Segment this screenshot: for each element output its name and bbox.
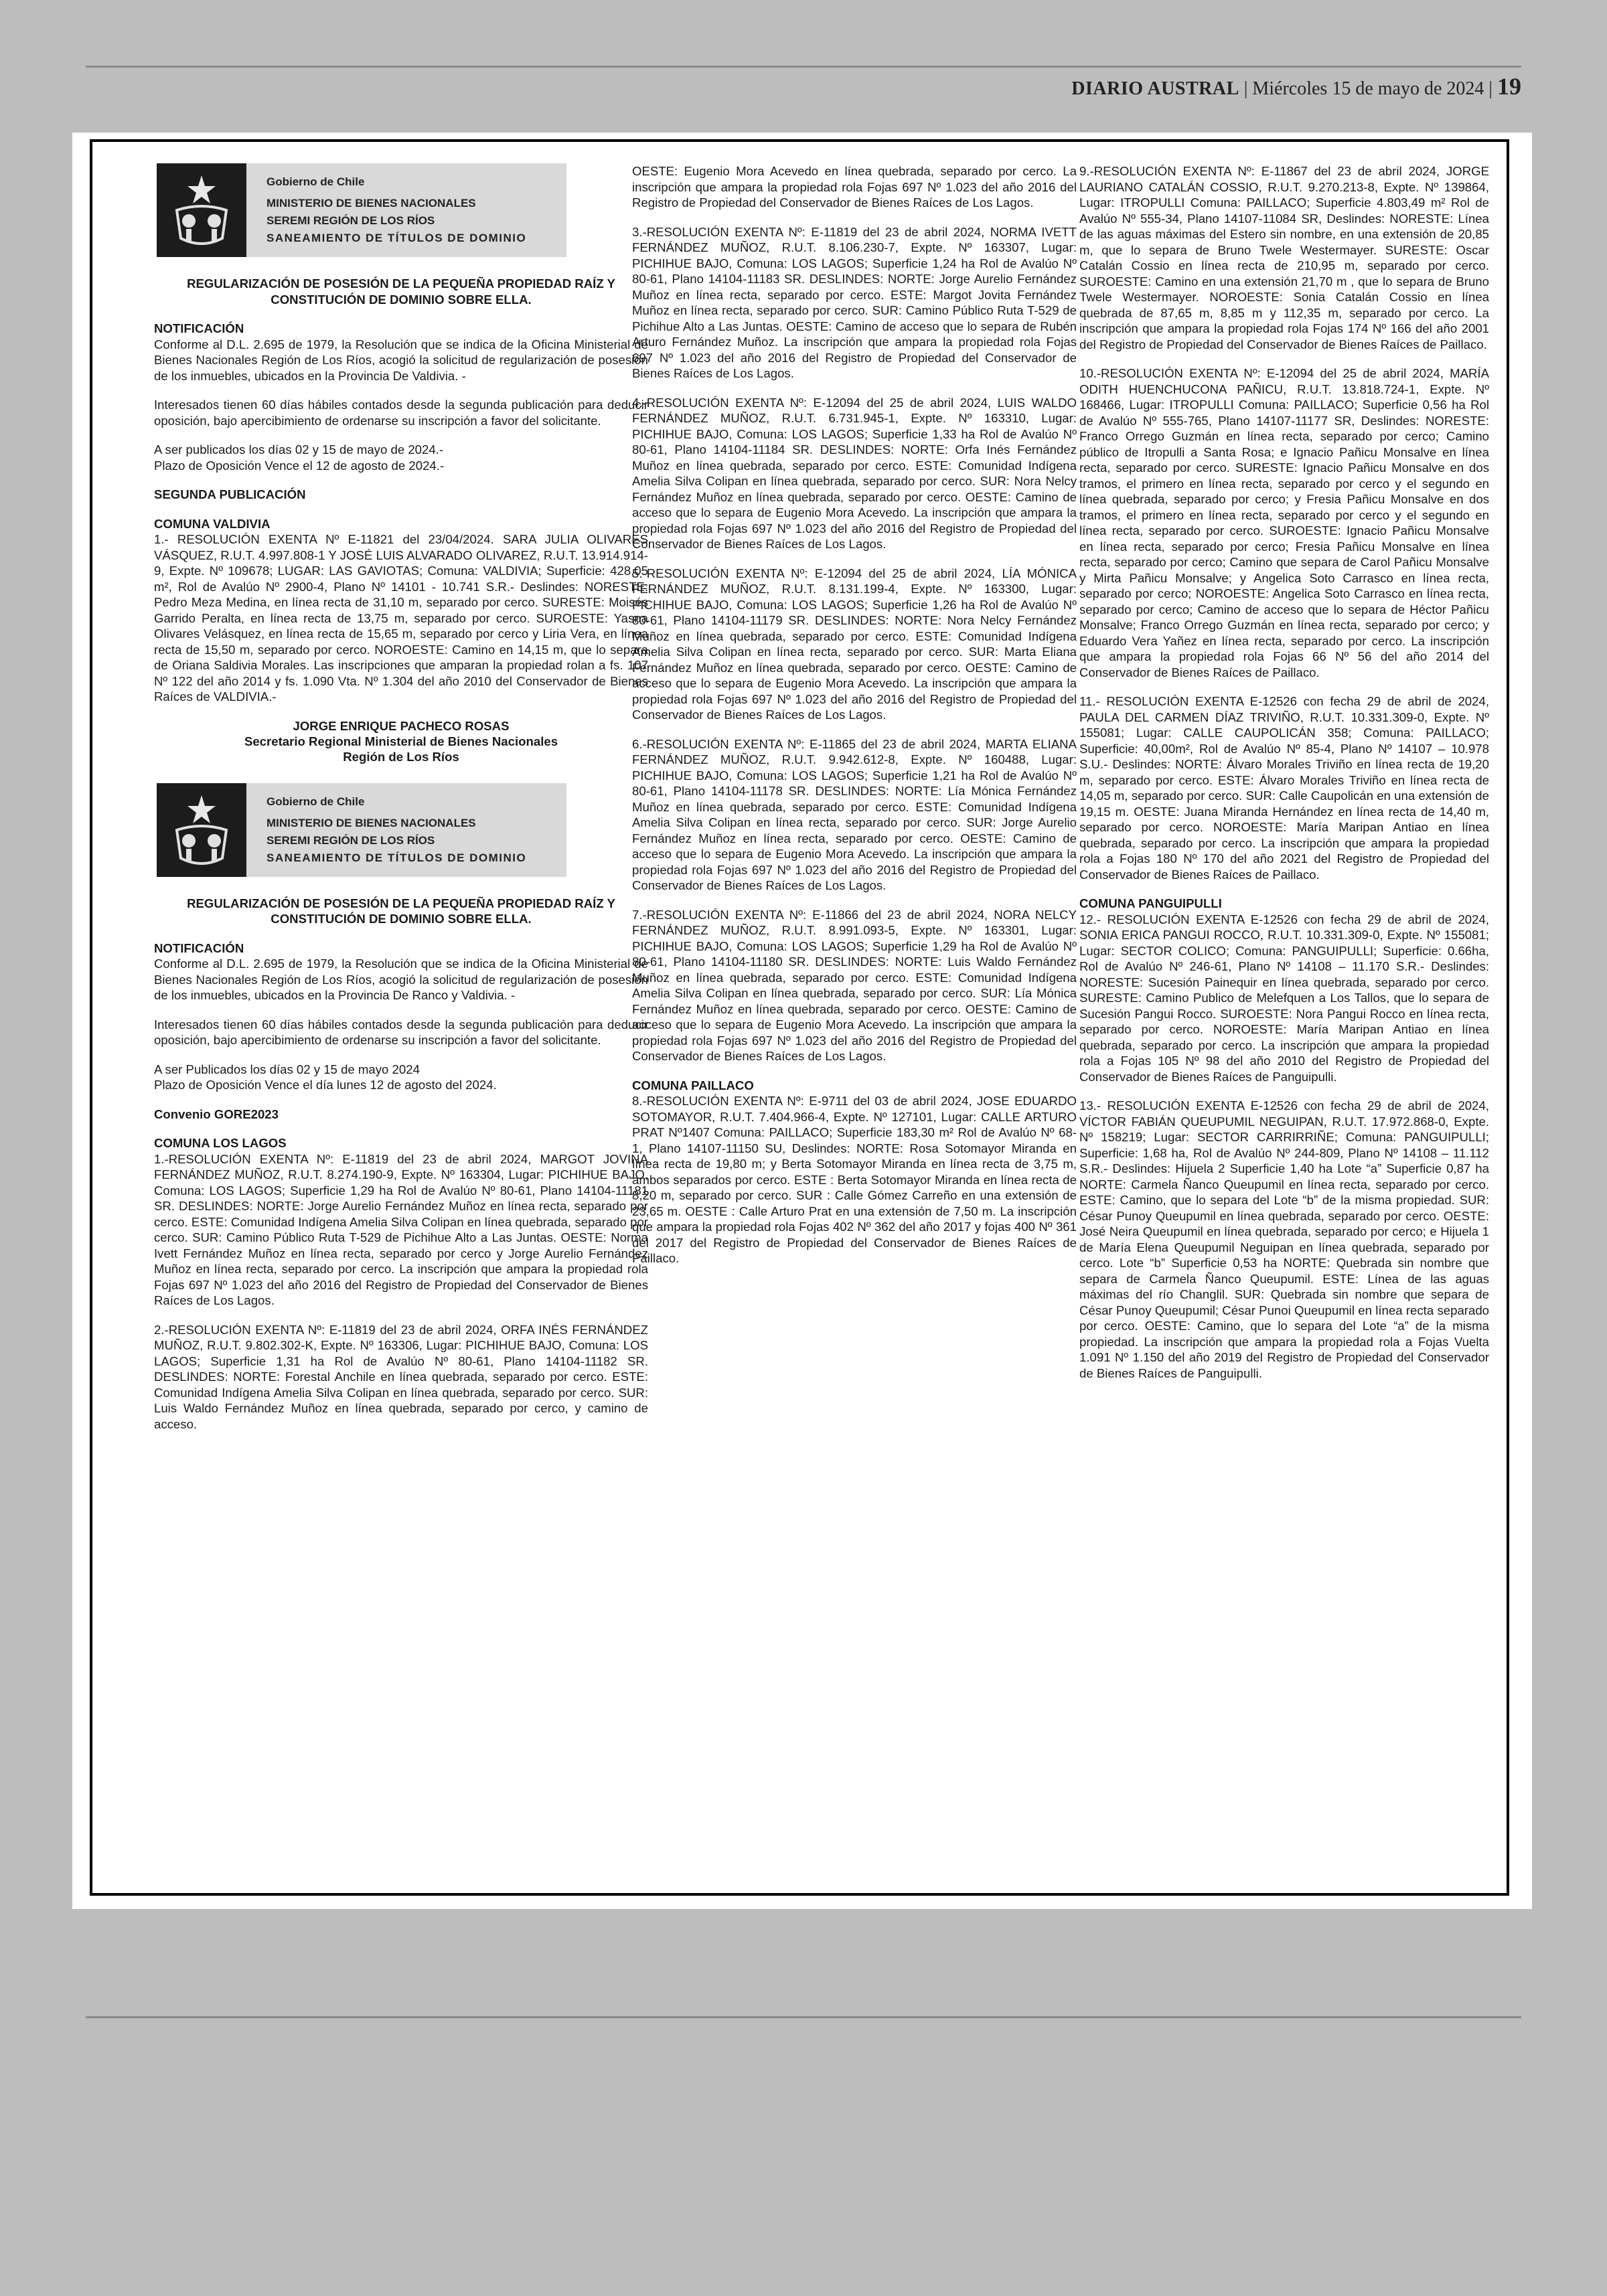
publication-name: DIARIO AUSTRAL [1071,78,1239,99]
notification-heading: NOTIFICACIÓN [154,321,244,335]
opposition-deadline: Plazo de Oposición Vence el 12 de agosto de 2024.- [154,458,445,473]
notice-title: REGULARIZACIÓN DE POSESIÓN DE LA PEQUEÑA PROPIEDAD RAÍZ Y CONSTITUCIÓN DE DOMINIO SOBRE ELLA. [187,276,615,307]
publication-dates: A ser publicados los días 02 y 15 de mayo de 2024.- [154,442,444,457]
gov-line-2: MINISTERIO DE BIENES NACIONALES [266,816,476,829]
resolution-valdivia-1: 1.- RESOLUCIÓN EXENTA Nº E-11821 del 23/04/2024. SARA JULIA OLIVARES VÁSQUEZ, R.U.T. 4.997.808-1 Y JOSÉ LUIS ALVARADO OLIVAREZ, R.U.T. 13.914.914-9, Expte. Nº 109678; LUGAR: LAS GAVIOTAS; Comuna: VALDIVIA; Superficie: 428,05 m², Rol de Avalúo Nº 2900-4, Plano Nº 14101 - 10.741 S.R.- Deslindes: NORESTE: Pedro Meza Medina, en línea recta de 31,10 m, separado por cerco. SURESTE: Moisés Garrido Peralta, en línea recta de 13,75 m, separado por cerco. SUROESTE: Yasna Olivares Velásquez, en línea recta de 15,65 m, separado por cerco y Liria Vera, en línea recta de 15,50 m, separado por cerco. NOROESTE: Camino en 14,15 m, que lo separa de Oriana Saldivia Morales. Las inscripciones que amparan la propiedad rolan a fs. 107 Nº 122 del año 2014 y fs. 1.090 Vta. Nº 1.304 del año 2010 del Conservador de Bienes Raíces de VALDIVIA.- [154,532,648,704]
signatory-region: Región de Los Ríos [343,749,459,764]
gov-line-3: SEREMI REGIÓN DE LOS RÍOS [266,214,435,227]
header-rule [86,66,1521,68]
resolution-los-lagos-2-continued: OESTE: Eugenio Mora Acevedo en línea quebrada, separado por cerco. La inscripción que ampara la propiedad rola Fojas 697 Nº 1.023 del año 2016 del Registro de Propiedad del Conservador de Bienes Raíces de Los Lagos. [632,164,1077,210]
publication-date: | Miércoles 15 de mayo de 2024 | [1243,78,1493,99]
column-1 [154,163,648,1445]
resolution-los-lagos-3: 3.-RESOLUCIÓN EXENTA Nº: E-11819 del 23 de abril 2024, NORMA IVETT FERNÁNDEZ MUÑOZ, R.U.T. 8.106.230-7, Expte. Nº 163307, Lugar: PICHIHUE BAJO, Comuna: LOS LAGOS; Superficie 1,24 ha Rol de Avalúo Nº 80-61, Plano 14104-11183 SR. DESLINDES: NORTE: Jorge Aurelio Fernández Muñoz en línea recta, separado por cerco. ESTE: Margot Jovita Fernández Muñoz en línea recta, separado por cerco. SUR: Camino Público Ruta T-529 de Pichihue Alto a Las Juntas. OESTE: Camino de acceso que lo separa de Rubén Arturo Fernández Muñoz. La inscripción que ampara la propiedad rola Fojas 697 Nº 1.023 del año 2016 del Registro de Propiedad del Conservador de Bienes Raíces de Los Lagos. [632,224,1077,380]
gov-line-1: Gobierno de Chile [266,175,365,188]
publication-dates-2: A ser Publicados los días 02 y 15 de mayo 2024 [154,1062,420,1076]
resolution-paillaco-8: 8.-RESOLUCIÓN EXENTA Nº: E-9711 del 03 de abril 2024, JOSE EDUARDO SOTOMAYOR, R.U.T. 7.404.966-4, Expte. Nº 127101, Lugar: CALLE ARTURO PRAT Nº1407 Comuna: PAILLACO; Superficie 183,30 m² Rol de Avalúo Nº 68-1, Plano 14107-11150 SU, Deslindes: NORTE: Rosa Sotomayor Miranda en línea recta de 19,80 m; y Berta Sotomayor Miranda en línea recta de 3,75 m, ambos separados por cerco. ESTE : Berta Sotomayor Miranda en línea recta de 8,20 m, separado por cerco. SUR : Calle Gómez Carreño en una extensión de 23,65 m. OESTE : Calle Arturo Prat en una extensión de 7,50 m. La inscripción que ampara la propiedad rola Fojas 402 Nº 362 del año 2017 y fojas 400 Nº 361 del 2017 del Registro de Propiedad del Conservador de Bienes Raíces de Paillaco. [632,1094,1077,1265]
resolution-los-lagos-2: 2.-RESOLUCIÓN EXENTA Nº: E-11819 del 23 de abril 2024, ORFA INÉS FERNÁNDEZ MUÑOZ, R.U.T. 9.802.302-K, Expte. Nº 163306, Lugar: PICHIHUE BAJO, Comuna: LOS LAGOS; Superficie 1,31 ha Rol de Avalúo Nº 80-61, Plano 14104-11182 SR. DESLINDES: NORTE: Forestal Anchile en línea quebrada, separado por cerco. ESTE: Comunidad Indígena Amelia Silva Colipan en línea quebrada, separado por cerco. SUR: Luis Waldo Fernández Muñoz en línea quebrada, separado por cerco, y camino de acceso. [154,1322,648,1431]
resolution-los-lagos-6: 6.-RESOLUCIÓN EXENTA Nº: E-11865 del 23 de abril 2024, MARTA ELIANA FERNÁNDEZ MUÑOZ, R.U.T. 9.942.612-8, Expte. Nº 160488, Lugar: PICHIHUE BAJO, Comuna: LOS LAGOS; Superficie 1,21 ha Rol de Avalúo Nº 80-61, Plano 14104-11178 SR. DESLINDES: NORTE: Lía Mónica Fernández Muñoz en línea quebrada, separado por cerco. ESTE: Comunidad Indígena Amelia Silva Colipan en línea recta, separado por cerco. SUR: Jorge Aurelio Fernández Muñoz en línea recta, separado por cerco. OESTE: Camino de acceso que lo separa de Eugenio Mora Acevedo. La inscripción que ampara la propiedad rola Fojas 697 Nº 1.023 del año 2016 del Registro de Propiedad del Conservador de Bienes Raíces de Los Lagos. [632,736,1077,892]
government-banner-text [246,173,526,247]
gov-line-4: SANEAMIENTO DE TÍTULOS DE DOMINIO [266,851,527,864]
column-3 [1079,163,1489,1394]
comuna-los-lagos-heading: COMUNA LOS LAGOS [154,1136,287,1150]
notice-title-2: REGULARIZACIÓN DE POSESIÓN DE LA PEQUEÑA PROPIEDAD RAÍZ Y CONSTITUCIÓN DE DOMINIO SOBRE ELLA. [187,896,615,926]
column-2 [632,163,1077,1280]
chile-coat-of-arms-logo [157,163,246,257]
footer-rule [86,2016,1521,2018]
comuna-panguipulli-heading: COMUNA PANGUIPULLI [1079,896,1222,910]
gov-line-2: MINISTERIO DE BIENES NACIONALES [266,197,476,210]
opposition-deadline-2: Plazo de Oposición Vence el día lunes 12 de agosto del 2024. [154,1078,497,1092]
signature-block [154,718,648,764]
resolution-los-lagos-1: 1.-RESOLUCIÓN EXENTA Nº: E-11819 del 23 de abril 2024, MARGOT JOVINA FERNÁNDEZ MUÑOZ, R.U.T. 8.274.190-9, Expte. Nº 163304, Lugar: PICHIHUE BAJO, Comuna: LOS LAGOS; Superficie 1,29 ha Rol de Avalúo Nº 80-61, Plano 14104-11181 SR. DESLINDES: NORTE: Jorge Aurelio Fernández Muñoz en línea recta, separado por cerco. ESTE: Comunidad Indígena Amelia Silva Colipan en línea quebrada, separado por cerco. SUR: Camino Público Ruta T-529 de Pichihue Alto a Las Juntas. OESTE: Norma Ivett Fernández Muñoz en línea recta, separado por cerco y Jorge Aurelio Fernández Muñoz en línea recta, separado por cerco. La inscripción que ampara la propiedad rola Fojas 697 Nº 1.023 del año 2016 del Registro de Propiedad del Conservador de Bienes Raíces de Los Lagos. [154,1151,648,1307]
resolution-los-lagos-7: 7.-RESOLUCIÓN EXENTA Nº: E-11866 del 23 de abril 2024, NORA NELCY FERNÁNDEZ MUÑOZ, R.U.T. 8.991.093-5, Expte. Nº 163301, Lugar: PICHIHUE BAJO, Comuna: LOS LAGOS; Superficie 1,29 ha Rol de Avalúo Nº 80-61, Plano 14104-11180 SR. DESLINDES: NORTE: Luis Waldo Fernández Muñoz en línea quebrada, separado por cerco. ESTE: Comunidad Indígena Amelia Silva Colipan en línea quebrada, separado por cerco. SUR: Lía Mónica Fernández Muñoz en línea quebrada, separado por cerco. OESTE: Camino de acceso que lo separa de Eugenio Mora Acevedo. La inscripción que ampara la propiedad rola Fojas 697 Nº 1.023 del año 2016 del Registro de Propiedad del Conservador de Bienes Raíces de Los Lagos. [632,907,1077,1063]
resolution-paillaco-10: 10.-RESOLUCIÓN EXENTA Nº: E-12094 del 25 de abril 2024, MARÍA ODITH HUENCHUCONA PAÑICU, R.U.T. 13.818.724-1, Expte. Nº 168466, Lugar: ITROPULLI Comuna: PAILLACO; Superficie 0,56 ha Rol de Avalúo Nº 555-765, Plano 14107-11177 SR, Deslindes: NORESTE: Franco Orrego Guzmán en línea recta, separado por cerco; Camino público de Itropulli a Santa Rosa; e Ignacio Pañicu Monsalve en línea recta, separado por cerco. SURESTE: Ignacio Pañicu Monsalve en dos tramos, el primero en línea recta, separado por cerco y el segundo en línea quebrada, separado por cerco; y Fresia Pañicu Monsalve en dos tramos, el primero en línea recta, separado por cerco y el segundo en línea recta, separado por cerco. SUROESTE: Ignacio Pañicu Monsalve en línea recta, separado por cerco; Fresia Pañicu Monsalve en línea recta, separado por cerco; Camino que separa de Carol Pañicu Monsalve y Mirta Pañicu Monsalve; y Angelica Soto Carrasco en línea recta, separado por cerco; NOROESTE: Angelica Soto Carrasco en línea recta, separado por cerco; Camino de acceso que lo separa de Héctor Pañicu Monsalve; Franco Orrego Guzmán en línea recta, separado por cerco; y Eduardo Vera Yañez en línea recta, separado por cerco. La inscripción que ampara la propiedad rola Fojas 66 Nº 56 del año 2014 del Conservador de Bienes Raíces de Paillaco. [1079,366,1489,679]
signatory-name: JORGE ENRIQUE PACHECO ROSAS [293,718,510,733]
notification-heading-2: NOTIFICACIÓN [154,940,244,955]
resolution-paillaco-9: 9.-RESOLUCIÓN EXENTA Nº: E-11867 del 23 de abril 2024, JORGE LAURIANO CATALÁN COSSIO, R.U.T. 9.270.213-8, Expte. Nº 139864, Lugar: ITROPULLI Comuna: PAILLACO; Superficie 4.803,49 m² Rol de Avalúo Nº 555-34, Plano 14107-11084 SR, Deslindes: NORESTE: Línea de las aguas máximas del Estero sin nombre, en una extensión de 20,85 m, que lo separa de Bruno Twele Westermayer. SURESTE: Oscar Catalán Cossio en línea recta de 210,95 m, separado por cerco. SUROESTE: Camino en una extensión 21,70 m , que lo separa de Bruno Twele Westermayer. NOROESTE: Sonia Catalán Cossio en línea quebrada de 87,65 m, 8,85 m y 112,35 m, separado por cerco. La inscripción que ampara la propiedad rola Fojas 174 Nº 166 del año 2001 del Registro de Propiedad del Conservador de Bienes Raíces de Paillaco. [1079,164,1489,351]
gov-line-1: Gobierno de Chile [266,795,365,808]
notice-frame [90,139,1509,1896]
page-number: 19 [1497,73,1521,100]
comuna-paillaco-heading: COMUNA PAILLACO [632,1078,754,1092]
interested-text: Interesados tienen 60 días hábiles contados desde la segunda publicación para deducir oposición, bajo apercibimiento de ordenarse su inscripción a favor del solicitante. [154,398,648,428]
newspaper-page [72,133,1532,1909]
resolution-panguipulli-12: 12.- RESOLUCIÓN EXENTA E-12526 con fecha 29 de abril de 2024, SONIA ERICA PANGUI ROCCO, R.U.T. 10.331.309-0, Expte. Nº 155081; Lugar: SECTOR COLICO; Comuna: PANGUIPULLI; Superficie: 0.66ha, Rol de Avalúo Nº 246-61, Plano Nº 14108 – 11.170 S.R.- Deslindes: NORESTE: Sucesión Painequir en línea quebrada, separado por cerco. SURESTE: Camino Publico de Melefquen a Los Tallos, que lo separa de Sucesión Pangui Rocco. SUROESTE: Nora Pangui Rocco en línea recta, separado por cerco. NOROESTE: María Maripan Antiao en línea quebrada, separado por cerco. La inscripción que ampara la propiedad rola a Fojas 105 Nº 98 del año 2010 del Registro de Propiedad del Conservador de Bienes Raíces de Panguipulli. [1079,912,1489,1084]
gov-line-3: SEREMI REGIÓN DE LOS RÍOS [266,833,435,847]
notification-text-2: Conforme al D.L. 2.695 de 1979, la Resolución que se indica de la Oficina Ministerial de Bienes Nacionales Región de Los Ríos, acogió la solicitud de regularización de posesión de los inmuebles, ubicados en la Provincia De Ranco y Valdivia. - [154,957,648,1002]
second-publication-heading: SEGUNDA PUBLICACIÓN [154,487,306,501]
resolution-los-lagos-5: 5.-RESOLUCIÓN EXENTA Nº: E-12094 del 25 de abril 2024, LÍA MÓNICA FERNÁNDEZ MUÑOZ, R.U.T. 8.131.199-4, Expte. Nº 163300, Lugar: PICHIHUE BAJO, Comuna: LOS LAGOS; Superficie 1,26 ha Rol de Avalúo Nº 80-61, Plano 14104-11179 SR. DESLINDES: NORTE: Nora Nelcy Fernández Muñoz en línea quebrada, separado por cerco. ESTE: Comunidad Indígena Amelia Silva Colipan en línea recta, separado por cerco. SUR: Marta Eliana Fernández Muñoz en línea quebrada, separado por cerco. OESTE: Camino de acceso que lo separa de Eugenio Mora Acevedo. La inscripción que ampara la propiedad rola Fojas 697 Nº 1.023 del año 2016 del Registro de Propiedad del Conservador de Bienes Raíces de Los Lagos. [632,566,1077,722]
resolution-paillaco-11: 11.- RESOLUCIÓN EXENTA E-12526 con fecha 29 de abril de 2024, PAULA DEL CARMEN DÍAZ TRIVIÑO, R.U.T. 10.331.309-0, Expte. Nº 155081; Lugar: CALLE CAUPOLICÁN 358; Comuna: PAILLACO; Superficie: 40,00m², Rol de Avalúo Nº 85-4, Plano Nº 14107 – 10.978 S.U.- Deslindes: NORTE: Álvaro Morales Triviño en línea recta de 19,20 m, separado por cerco. ESTE: Álvaro Morales Triviño en línea recta de 14,05 m, separado por cerco. SUR: Calle Caupolicán en una extensión de 19,15 m. OESTE: Juana Miranda Hernández en línea recta de 14,40 m, separado por cerco. NOROESTE: María Maripan Antiao en línea quebrada, separado por cerco. La inscripción que ampara la propiedad rola a Fojas 180 Nº 170 del año 2021 del Registro de Propiedad del Conservador de Bienes Raíces de Paillaco. [1079,694,1489,882]
page-header [1071,72,1521,100]
gov-line-4: SANEAMIENTO DE TÍTULOS DE DOMINIO [266,232,527,244]
comuna-valdivia-heading: COMUNA VALDIVIA [154,516,271,531]
notification-text: Conforme al D.L. 2.695 de 1979, la Resolución que se indica de la Oficina Ministerial de Bienes Nacionales Región de Los Ríos, acogió la solicitud de regularización de posesión de los inmuebles, ubicados en la Provincia De Valdivia. - [154,337,648,383]
resolution-panguipulli-13: 13.- RESOLUCIÓN EXENTA E-12526 con fecha 29 de abril de 2024, VÍCTOR FABIÁN QUEUPUMIL NEGUIPAN, R.U.T. 17.972.868-0, Expte. Nº 158219; Lugar: SECTOR CARRIRRIÑE; Comuna: PANGUIPULLI; Superficie: 1,68 ha, Rol de Avalúo Nº 244-809, Plano Nº 14108 – 11.112 S.R.- Deslindes: Hijuela 2 Superficie 1,40 ha Lote “a” Superficie 0,87 ha NORTE: Carmela Ñanco Queupumil en línea recta, separado por cerco. ESTE: Camino, que lo separa del Lote “b” de la misma propiedad. SUR: César Punoy Queupumil en línea quebrada, separado por cerco. OESTE: José Neira Queupumil en línea quebrada, separado por cerco; e Hijuela 1 de María Elena Queupumil Neguipan en línea quebrada, separado por cerco. Lote “b” Superficie 0,53 ha NORTE: Quebrada sin nombre que separa de Carmela Ñanco Queupumil. ESTE: Línea de las aguas máximas del río Changlil. SUR: Quebrada sin nombre que separa de César Punoy Queupumil; César Punoi Queupumil en línea recta separado por cerco. OESTE: Camino, que lo separa del Lote “a” de la misma propiedad. La inscripción que ampara la propiedad rola a Fojas Vuelta 1.091 Nº 1.150 del año 2019 del Registro de Propiedad del Conservador de Bienes Raíces de Panguipulli. [1079,1098,1489,1380]
signatory-role: Secretario Regional Ministerial de Bienes Nacionales [244,734,558,748]
government-banner-2 [157,783,566,877]
interested-text-2: Interesados tienen 60 días hábiles contados desde la segunda publicación para deducir oposición, bajo apercibimiento de ordenarse su inscripción a favor del solicitante. [154,1017,648,1047]
chile-coat-of-arms-logo [157,783,246,877]
resolution-los-lagos-4: 4.-RESOLUCIÓN EXENTA Nº: E-12094 del 25 de abril 2024, LUIS WALDO FERNÁNDEZ MUÑOZ, R.U.T. 6.731.945-1, Expte. Nº 163310, Lugar: PICHIHUE BAJO, Comuna: LOS LAGOS; Superficie 1,33 ha Rol de Avalúo Nº 80-61, Plano 14104-11184 SR. DESLINDES: NORTE: Orfa Inés Fernández Muñoz en línea quebrada, separado por cerco. ESTE: Comunidad Indígena Amelia Silva Colipan en línea quebrada, separado por cerco. SUR: Nora Nelcy Fernández Muñoz en línea quebrada, separado por cerco. OESTE: Camino de acceso que lo separa de Eugenio Mora Acevedo. La inscripción que ampara la propiedad rola Fojas 697 Nº 1.023 del año 2016 del Registro de Propiedad del Conservador de Bienes Raíces de Los Lagos. [632,395,1077,551]
convenio-heading: Convenio GORE2023 [154,1106,279,1121]
government-banner-text [246,793,526,867]
government-banner [157,163,566,257]
